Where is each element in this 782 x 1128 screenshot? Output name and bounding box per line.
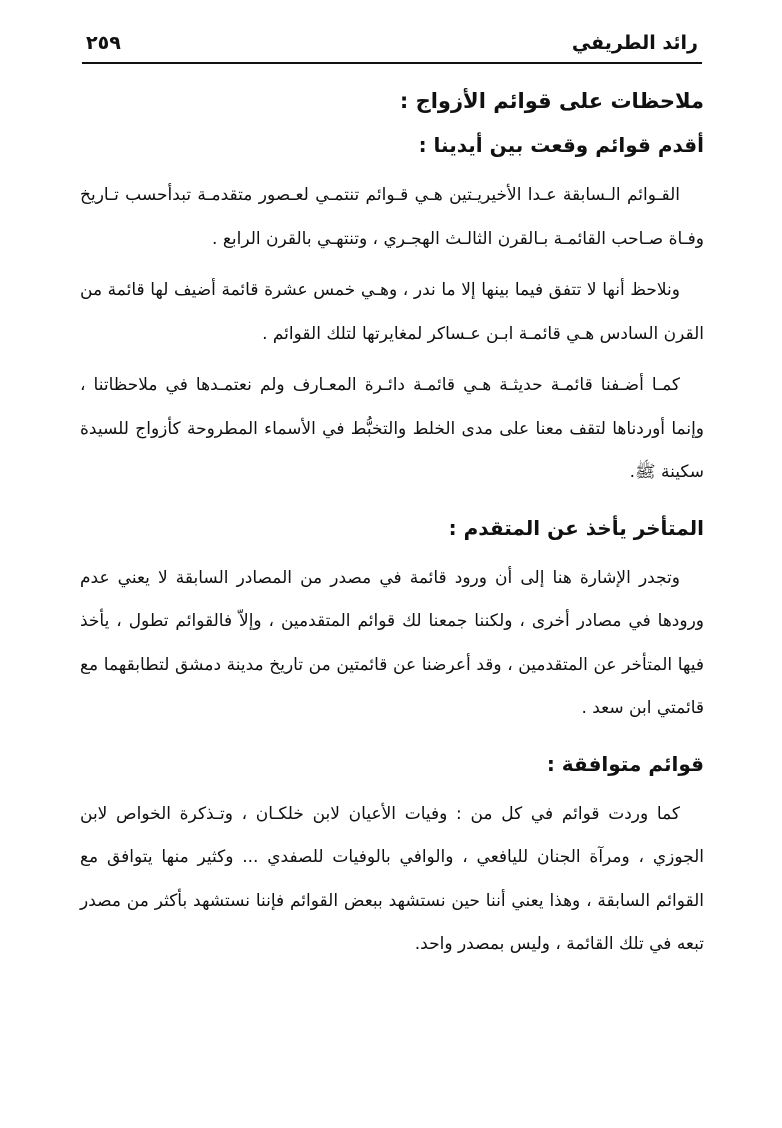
paragraph-matching-1: كما وردت قوائم في كل من : وفيات الأعيان لابن خلكـان ، وتـذكرة الخواص لابن الجوزي ، ومرآة الجنان لليافعي ، والوافي بالوفيات للصفدي ... وكثير منها يتوافق مع القوائم السابقة ، وهذا يعني أننا حين نستشهد ببعض القوائم فإننا نستشهد بأكثر من مصدر تبعه في تلك القائمة ، وليس بمصدر واحد. — [80, 803, 704, 954]
page-header — [82, 28, 702, 64]
page-body — [80, 80, 704, 967]
page-number: ٢٥٩ — [86, 32, 121, 54]
section-heading-notes: ملاحظات على قوائم الأزواج : — [399, 89, 704, 113]
paragraph-oldest-1: القـوائم الـسابقة عـدا الأخيريـتين هـي قـوائم تنتمـي لعـصور متقدمـة تبدأحسب تـاريخ وفـاة صـاحب القائمـة بـالقرن الثالـث الهجـري ، وتنتهـي بالقرن الرابع . — [80, 185, 704, 249]
subheading-oldest-lists: أقدم قوائم وقعت بين أيدينا : — [418, 133, 704, 157]
paragraph-oldest-2: ونلاحظ أنها لا تتفق فيما بينها إلا ما ندر ، وهـي خمس عشرة قائمة أضيف لها قائمة من القرن السادس هـي قائمـة ابـن عـساكر لمغايرتها لتلك القوائم . — [80, 280, 704, 344]
paragraph-later-1: وتجدر الإشارة هنا إلى أن ورود قائمة في مصدر من المصادر السابقة لا يعني عدم ورودها في مصادر أخرى ، ولكننا جمعنا لك قوائم المتقدمين ، وإلاّ فالقوائم تطول ، يأخذ فيها المتأخر عن المتقدمين ، وقد أعرضنا عن قائمتين من تاريخ مدينة دمشق لتطابقهما مع قائمتي ابن سعد . — [80, 567, 704, 718]
running-title: رائد الطريفي — [571, 32, 698, 54]
subheading-matching-lists: قوائم متوافقة : — [546, 751, 704, 776]
subheading-later-from-earlier: المتأخر يأخذ عن المتقدم : — [448, 515, 704, 540]
paragraph-oldest-3: كمـا أضـفنا قائمـة حديثـة هـي قائمـة دائـرة المعـارف ولم نعتمـدها في ملاحظاتنا ، وإنما أوردناها لتقف معنا على مدى الخلط والتخبُّط في الأسماء المطروحة كأزواج للسيدة سكينة ﷺ. — [80, 375, 704, 482]
